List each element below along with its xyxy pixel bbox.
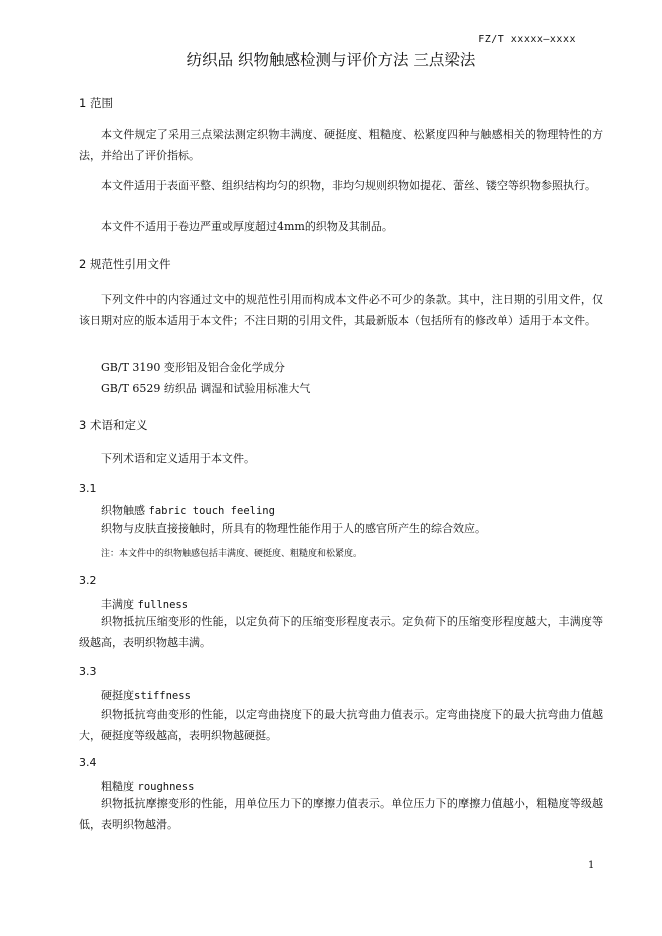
term-name (101, 502, 275, 518)
reference-item: GB/T 3190 变形铝及铝合金化学成分 (101, 361, 285, 374)
term-name (101, 596, 188, 612)
term-name-en: roughness (137, 781, 195, 793)
term-name-en: fullness (137, 599, 189, 611)
term-name (101, 778, 194, 794)
section-heading-scope: 1 范围 (79, 96, 113, 110)
term-number: 3.4 (79, 756, 97, 769)
term-definition: 织物抵抗压缩变形的性能，以定负荷下的压缩变形程度表示。定负荷下的压缩变形程度越大，丰满度等级越高，表明织物越丰满。 (79, 615, 603, 649)
term-number: 3.1 (79, 482, 97, 495)
scope-paragraph-3: 本文件不适用于卷边严重或厚度超过4mm的织物及其制品。 (101, 220, 393, 233)
scope-paragraph-2: 本文件适用于表面平整、组织结构均匀的织物，非均匀规则织物如提花、蕾丝、镂空等织物参照执行。 (101, 179, 596, 192)
term-note: 注：本文件中的织物触感包括丰满度、硬挺度、粗糙度和松紧度。 (101, 549, 363, 559)
term-number: 3.3 (79, 665, 97, 678)
term-name-cn: 粗糙度 (101, 780, 134, 793)
term-name-cn: 丰满度 (101, 598, 134, 611)
term-name-cn: 硬挺度 (101, 689, 134, 702)
reference-item: GB/T 6529 纺织品 调湿和试验用标准大气 (101, 382, 311, 395)
scope-paragraph-1: 本文件规定了采用三点梁法测定织物丰满度、硬挺度、粗糙度、松紧度四种与触感相关的物理特性的方法，并给出了评价指标。 (79, 128, 603, 162)
section-heading-normative: 2 规范性引用文件 (79, 257, 171, 271)
term-name-cn: 织物触感 (101, 504, 145, 517)
normative-paragraph: 下列文件中的内容通过文中的规范性引用而构成本文件必不可少的条款。其中，注日期的引用文件，仅该日期对应的版本适用于本文件；不注日期的引用文件，其最新版本（包括所有的修改单）适用于本文件。 (79, 293, 603, 327)
page-number: 1 (588, 860, 595, 871)
term-name-en: stiffness (134, 690, 191, 702)
term-name-en: fabric touch feeling (148, 505, 275, 517)
term-definition: 织物与皮肤直接接触时，所具有的物理性能作用于人的感官所产生的综合效应。 (101, 522, 486, 535)
term-definition: 织物抵抗弯曲变形的性能，以定弯曲挠度下的最大抗弯曲力值表示。定弯曲挠度下的最大抗弯曲力值越大，硬挺度等级越高，表明织物越硬挺。 (79, 708, 603, 742)
terms-intro: 下列术语和定义适用于本文件。 (101, 452, 255, 465)
section-heading-terms: 3 术语和定义 (79, 418, 148, 432)
standard-number: FZ/T xxxxx—xxxx (478, 34, 576, 45)
term-name (101, 687, 191, 703)
document-title: 纺织品 织物触感检测与评价方法 三点梁法 (186, 51, 476, 69)
term-definition: 织物抵抗摩擦变形的性能，用单位压力下的摩擦力值表示。单位压力下的摩擦力值越小，粗糙度等级越低，表明织物越滑。 (79, 797, 603, 831)
term-number: 3.2 (79, 574, 97, 587)
